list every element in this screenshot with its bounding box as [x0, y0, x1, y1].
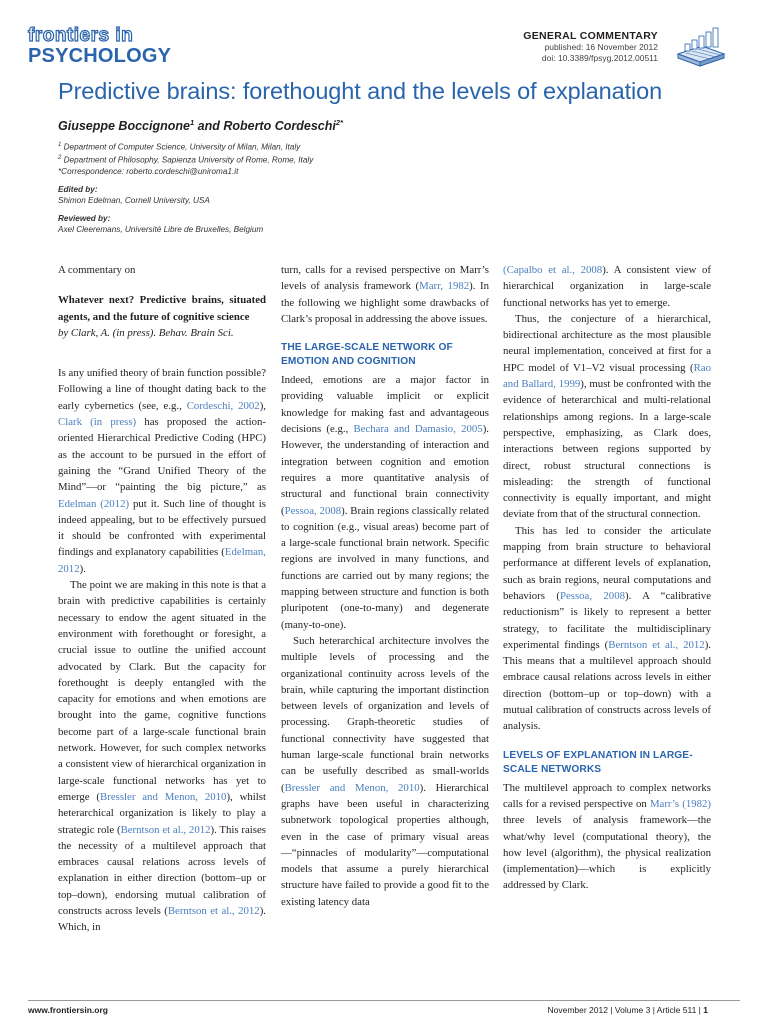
column-1 [58, 262, 266, 936]
article-title: Predictive brains: forethought and the levels of explanation [58, 78, 663, 104]
section-heading: THE LARGE-SCALE NETWORK OF EMOTION AND COGNITION [281, 342, 453, 368]
author-affiliation-mark: 1 [189, 118, 195, 127]
citation-link[interactable]: Edelman, 2012 [58, 546, 266, 575]
citation-link[interactable]: Marr’s (1982) [649, 797, 712, 810]
citation-link[interactable]: Berntson et al., 2012 [120, 823, 211, 836]
footer-url[interactable]: www.frontiersin.org [28, 1005, 108, 1015]
affiliation-1: $^1$ Department of Computer Science, University of Milan, Milan, Italy [58, 142, 301, 152]
article-type: GENERAL COMMENTARY [523, 30, 658, 42]
paragraph: Such heterarchical architecture involves the multiple levels of processing and the organizational continuity across levels of the brain, while capturing the important distinction between levels of organization and levels of processing. Graph-theoretic studies of functional connectivity have suggested that human large-scale functional brain networks can be usefully described as small-worlds (Bressler and Menon, 2010). Hierarchical graphs have been useful in characterizing subnetwork topological properties although, even in the case of primary visual areas—“pinnacles of modularity”—computational models that assume a purely hierarchical structure have failed to provide a good fit to the existing latency data [281, 634, 490, 908]
citation-link[interactable]: Cordeschi, 2002 [186, 399, 260, 412]
journal-logo-line1: frontiers in [28, 25, 134, 46]
journal-logo-line2: PSYCHOLOGY [28, 45, 172, 67]
citation-link[interactable]: Bressler and Menon, 2010 [284, 781, 420, 794]
citation-link[interactable]: Edelman (2012) [58, 497, 130, 510]
author-name: Roberto Cordeschi [223, 119, 336, 134]
author-affiliation-mark: 2 [335, 118, 340, 127]
target-article-citation: by Clark, A. (in press). Behav. Brain Sci. [58, 326, 234, 339]
citation-link[interactable]: Rao and Ballard, 1999 [503, 361, 711, 391]
editor: Shimon Edelman, Cornell University, USA [58, 196, 210, 206]
affiliation-2: $^2$ Department of Philosophy, Sapienza University of Rome, Rome, Italy [58, 155, 314, 165]
paragraph: Indeed, emotions are a major factor in providing valuable implicit or explicit knowledge for making fast and advantageous decisions (e.g., Bechara and Damasio, 2005). However, the understanding of interaction and integration between cognition and emotion requires a more quantitative analysis of structural and functional brain connectivity (Pessoa, 2008). Brain regions classically related to cognition (e.g., visual areas) become part of a large-scale functional brain network. Specific regions are involved in many functions, and functions are carried out by many regions; the mapping between structure and function is both pluripotent (one-to-many) and degenerate (many-to-one). [281, 374, 489, 631]
target-article-title: Whatever next? Predictive brains, situated agents, and the future of cognitive science [58, 294, 266, 323]
paragraph: This has led to consider the articulate mapping from brain structure to behavioral performance at different levels of explanation, such as brain regions, neural computations and behaviors (Pessoa, 2008). A “calibrative reductionism” is likely to represent a better strategy, to facilitate the multidisciplinary experimental findings (Berntson et al., 2012). This means that a multilevel approach should embrace causal relations across levels in either direction (bottom–up or top–down) with a mutual calibration of constructs across levels of analysis. [503, 524, 712, 733]
citation-link[interactable]: Berntson et al., 2012 [167, 904, 260, 917]
footer-info: November 2012 | Volume 3 | Article 511 | 1 [547, 1005, 708, 1015]
published-date: published: 16 November 2012 [544, 42, 658, 52]
paragraph: Is any unified theory of brain function possible? Following a line of thought dating back to the early cybernetics (see, e.g., Cordeschi, 2002), Clark (in press) has proposed the action-oriented Hierarchical Predictive Coding (HPC) as the account to be pursued in the effort of gaining the “Grand Unified Theory of the Mind”—or “painting the big picture,” as Edelman (2012) put it. Such line of thought is indeed appealing, but to be effectively pursued it should be confronted with experimental findings and explanatory capabilities (Edelman, 2012). [58, 367, 267, 575]
citation-link[interactable]: (Capalbo et al., 2008 [503, 264, 603, 276]
doi: doi: 10.3389/fpsyg.2012.00511 [541, 53, 658, 63]
citation-link[interactable]: Bechara and Damasio, 2005 [353, 423, 483, 436]
journal-logo [28, 26, 188, 66]
corresponding-mark: * [340, 118, 343, 127]
commentary-on-label: A commentary on [58, 264, 136, 276]
correspondence: *Correspondence: roberto.cordeschi@uniroma1.it [58, 167, 239, 177]
paragraph: turn, calls for a revised perspective on Marr’s levels of analysis framework (Marr, 1982). In the following we highlight some drawbacks of Clark’s proposal in addressing the above issues. [281, 264, 489, 325]
paragraph: The point we are making in this note is that a brain with predictive capabilities is certainly necessary to endow the agent situated in the environment with forethought or foresight, a crucial issue to outline the unified account advocated by Clark. But the capacity for forethought is deeply entangled with the capacity for emotions and when emotions are brought into the game, cognitive functions become part of a large-scale functional brain network. However, for such complex networks a consistent view of hierarchical organization in large-scale functional networks has yet to emerge (Bressler and Menon, 2010), whilst heterarchical organization is likely to play a strategic role (Berntson et al., 2012). This raises the necessity of a multilevel approach that embraces causal relations across levels of explanation in either direction (bottom–up or top–down), endorsing mutual calibration of constructs across levels (Berntson et al., 2012). Which, in [58, 579, 267, 934]
column-2 [281, 262, 489, 910]
section-heading: LEVELS OF EXPLANATION IN LARGE-SCALE NETWORKS [503, 749, 693, 775]
journal-emblem-icon [672, 24, 728, 68]
author-name: Giuseppe Boccignone [58, 119, 190, 134]
citation-link[interactable]: Clark (in press) [58, 416, 137, 429]
edited-by-label: Edited by: [58, 184, 98, 194]
citation-link[interactable]: Berntson et al., 2012 [608, 638, 705, 651]
page-number: 1 [703, 1005, 708, 1015]
paragraph: (Capalbo et al., 2008). A consistent view of hierarchical organization in large-scale functional networks has yet to emerge. [503, 264, 711, 309]
footer-divider [28, 1000, 740, 1001]
author-list [58, 118, 343, 133]
citation-link[interactable]: Marr, 1982 [419, 280, 470, 293]
affiliations [58, 140, 698, 236]
column-3 [503, 262, 711, 894]
reviewer: Axel Cleeremans, Université Libre de Bruxelles, Belgium [58, 225, 264, 235]
author-conjunction: and [194, 119, 224, 134]
reviewed-by-label: Reviewed by: [58, 213, 111, 223]
citation-link[interactable]: Bressler and Menon, 2010 [100, 790, 227, 803]
paragraph: The multilevel approach to complex networks calls for a revised perspective on Marr’s (1982) three levels of analysis framework—the what/why level (computational theory), the how level (algorithm), the physical realization (implementation)—which is explicitly addressed by Clark. [503, 781, 712, 892]
citation-link[interactable]: Pessoa, 2008 [559, 589, 626, 602]
paragraph: Thus, the conjecture of a hierarchical, bidirectional architecture as the most plausible neural implementation, conceived at first for a HPC model of V1–V2 visual processing (Rao and Ballard, 1999), must be confronted with the evidence of heterarchical and multi-relational relationships among regions. In a large-scale perspective, emphasizing, as Clark does, interactions between regions supported by direct, robust structural connections is misleading: the strength of functional connectivity is equally important, and might deviate from that of the structural connection. [503, 312, 711, 521]
citation-link[interactable]: Pessoa, 2008 [284, 504, 342, 517]
article-meta [523, 30, 658, 64]
